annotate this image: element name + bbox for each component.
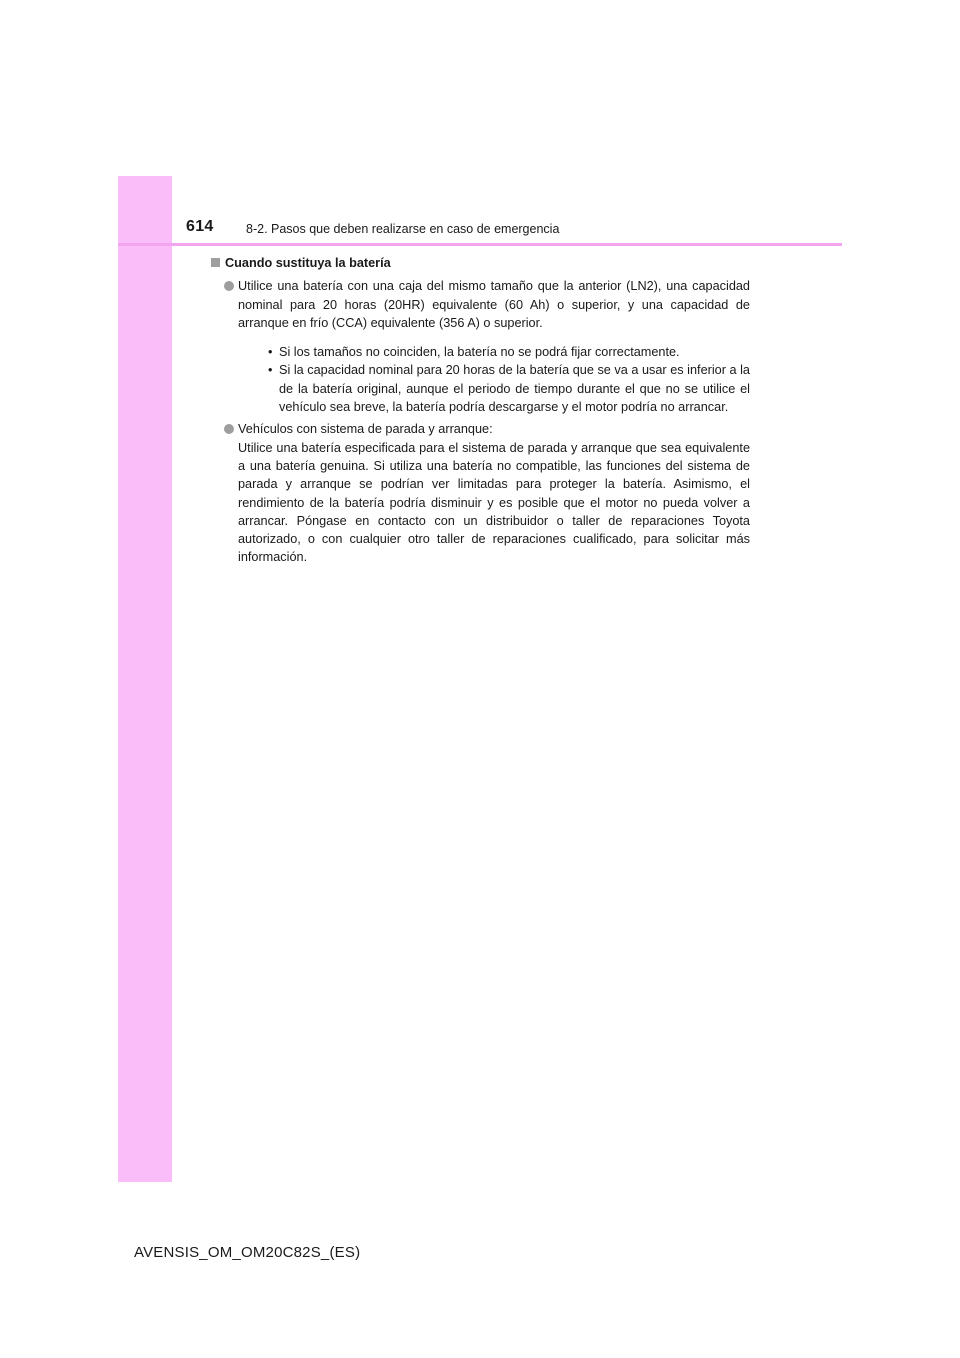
section-title: Cuando sustituya la batería bbox=[225, 256, 391, 270]
sub-item-text: Si los tamaños no coinciden, la batería no se podrá fijar correctamente. bbox=[279, 345, 680, 360]
sub-item-text: Si la capacidad nominal para 20 horas de la batería que se va a usar es inferior a la de la batería original, aunque el periodo de tiempo durante el que no se utilice el vehículo sea breve, la batería podría descargarse y el motor podría no arrancar. bbox=[279, 363, 750, 415]
page-content bbox=[210, 254, 750, 567]
circle-bullet-icon bbox=[224, 424, 234, 434]
list-item bbox=[210, 277, 750, 416]
header-rule bbox=[118, 243, 842, 246]
dot-bullet-icon: • bbox=[268, 345, 273, 360]
sub-list bbox=[238, 343, 750, 416]
sub-list-item bbox=[238, 343, 750, 361]
sidebar-tab bbox=[118, 176, 172, 1182]
page-number: 614 bbox=[186, 218, 214, 235]
section-heading bbox=[210, 254, 750, 272]
dot-bullet-icon: • bbox=[268, 363, 273, 378]
list-item bbox=[210, 420, 750, 566]
item-text: Utilice una batería especificada para el sistema de parada y arranque que sea equivalente a una batería genuina. Si utiliza una batería no compatible, las funciones del sistema de parada y arranque se podrían ver limitadas para proteger la batería. Asimismo, el rendimiento de la batería podría disminuir y es posible que el motor no pueda volver a arrancar. Póngase en contacto con un distribuidor o taller de reparaciones Toyota autorizado, o con cualquier otro taller de reparaciones cualificado, para solicitar más información. bbox=[238, 440, 750, 565]
item-heading: Vehículos con sistema de parada y arranque: bbox=[238, 422, 493, 437]
square-bullet-icon bbox=[211, 258, 220, 267]
chapter-title: 8-2. Pasos que deben realizarse en caso de emergencia bbox=[246, 222, 560, 236]
circle-bullet-icon bbox=[224, 281, 234, 291]
footer-code: AVENSIS_OM_OM20C82S_(ES) bbox=[134, 1244, 361, 1261]
sub-list-item bbox=[238, 361, 750, 416]
item-text: Utilice una batería con una caja del mismo tamaño que la anterior (LN2), una capacidad nominal para 20 horas (20HR) equivalente (60 Ah) o superior, y una capacidad de arranque en frío (CCA) equivalente (356 A) o superior. bbox=[238, 279, 750, 330]
